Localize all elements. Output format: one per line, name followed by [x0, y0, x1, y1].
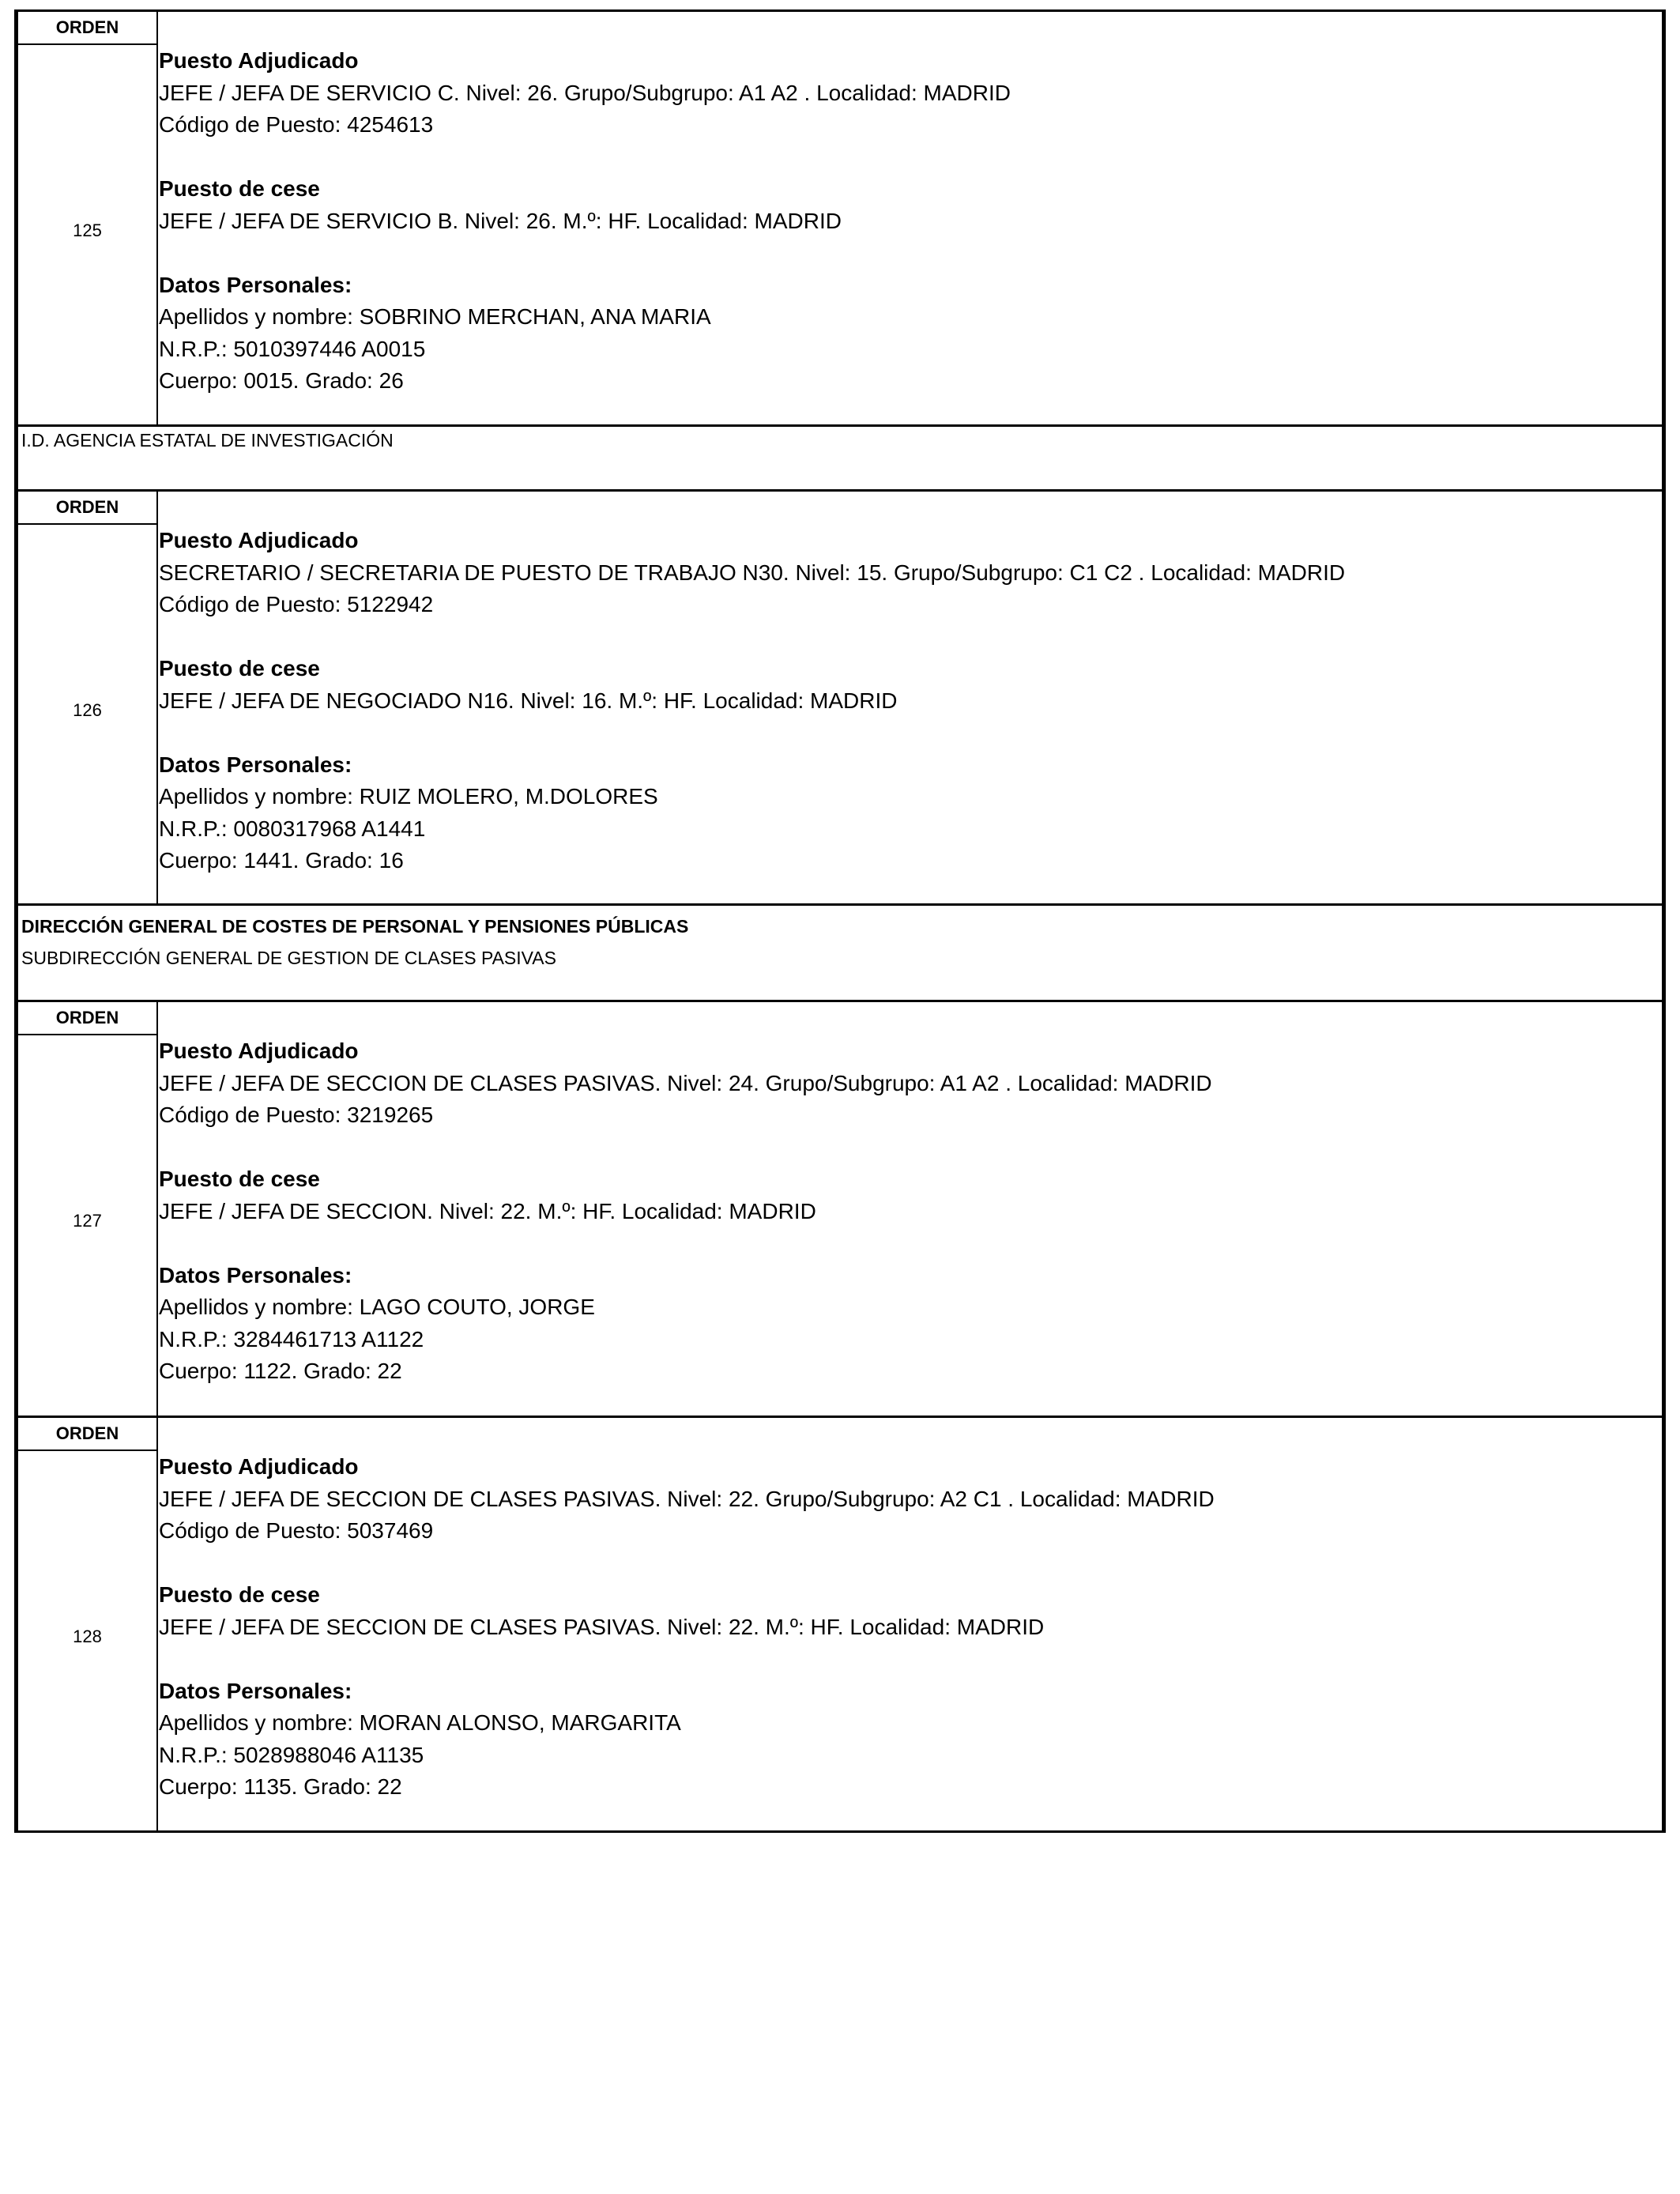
apellidos-nombre: Apellidos y nombre: RUIZ MOLERO, M.DOLORES — [159, 784, 658, 809]
puesto-cese-text: JEFE / JEFA DE SECCION DE CLASES PASIVAS. Nivel: 22. M.º: HF. Localidad: MADRID — [159, 1614, 1045, 1639]
puesto-adjudicado-text: JEFE / JEFA DE SERVICIO C. Nivel: 26. Grupo/Subgrupo: A1 A2 . Localidad: MADRID — [159, 80, 1011, 105]
document-table — [14, 9, 1666, 1833]
puesto-cese-text: JEFE / JEFA DE NEGOCIADO N16. Nivel: 16. M.º: HF. Localidad: MADRID — [159, 688, 898, 713]
orden-header: ORDEN — [18, 12, 156, 45]
codigo-puesto: Código de Puesto: 4254613 — [159, 112, 434, 137]
section-title: DIRECCIÓN GENERAL DE COSTES DE PERSONAL Y PENSIONES PÚBLICAS — [21, 916, 689, 937]
apellidos-nombre: Apellidos y nombre: MORAN ALONSO, MARGARITA — [159, 1710, 681, 1735]
puesto-adjudicado-text: JEFE / JEFA DE SECCION DE CLASES PASIVAS. Nivel: 24. Grupo/Subgrupo: A1 A2 . Localidad: MADRID — [159, 1070, 1212, 1095]
datos-personales-label: Datos Personales: — [159, 1262, 352, 1287]
entry-block-126 — [14, 489, 1666, 903]
cuerpo-grado: Cuerpo: 0015. Grado: 26 — [159, 368, 404, 393]
orden-number: 128 — [73, 1627, 102, 1646]
entry-block-125 — [14, 9, 1666, 424]
orden-header: ORDEN — [18, 1418, 156, 1451]
apellidos-nombre: Apellidos y nombre: SOBRINO MERCHAN, ANA MARIA — [159, 304, 711, 329]
datos-personales-label: Datos Personales: — [159, 752, 352, 777]
puesto-adjudicado-label: Puesto Adjudicado — [159, 528, 359, 552]
puesto-cese-label: Puesto de cese — [159, 656, 320, 680]
section-header — [14, 424, 1666, 489]
puesto-cese-text: JEFE / JEFA DE SERVICIO B. Nivel: 26. M.º: HF. Localidad: MADRID — [159, 208, 842, 233]
nrp: N.R.P.: 5010397446 A0015 — [159, 336, 426, 361]
puesto-cese-label: Puesto de cese — [159, 1582, 320, 1607]
puesto-adjudicado-text: SECRETARIO / SECRETARIA DE PUESTO DE TRABAJO N30. Nivel: 15. Grupo/Subgrupo: C1 C2 . Localidad: MADRID — [159, 560, 1346, 585]
puesto-adjudicado-label: Puesto Adjudicado — [159, 48, 359, 73]
section-title: I.D. AGENCIA ESTATAL DE INVESTIGACIÓN — [21, 430, 394, 450]
puesto-adjudicado-label: Puesto Adjudicado — [159, 1039, 359, 1063]
entry-block-128 — [14, 1416, 1666, 1833]
orden-number: 127 — [73, 1211, 102, 1231]
datos-personales-label: Datos Personales: — [159, 272, 352, 297]
entry-content — [159, 1002, 1662, 1388]
orden-column — [18, 12, 158, 424]
orden-number: 125 — [73, 221, 102, 240]
datos-personales-label: Datos Personales: — [159, 1678, 352, 1703]
codigo-puesto: Código de Puesto: 3219265 — [159, 1103, 434, 1127]
apellidos-nombre: Apellidos y nombre: LAGO COUTO, JORGE — [159, 1295, 595, 1319]
puesto-cese-label: Puesto de cese — [159, 1167, 320, 1191]
orden-header: ORDEN — [18, 1002, 156, 1035]
orden-column — [18, 1002, 158, 1416]
orden-column — [18, 1418, 158, 1830]
orden-number: 126 — [73, 700, 102, 720]
puesto-cese-text: JEFE / JEFA DE SECCION. Nivel: 22. M.º: HF. Localidad: MADRID — [159, 1198, 816, 1223]
orden-column — [18, 492, 158, 903]
orden-header: ORDEN — [18, 492, 156, 525]
entry-content — [159, 492, 1662, 877]
cuerpo-grado: Cuerpo: 1441. Grado: 16 — [159, 848, 404, 873]
puesto-adjudicado-text: JEFE / JEFA DE SECCION DE CLASES PASIVAS. Nivel: 22. Grupo/Subgrupo: A2 C1 . Localidad: MADRID — [159, 1486, 1215, 1511]
section-subtitle: SUBDIRECCIÓN GENERAL DE GESTION DE CLASES PASIVAS — [21, 948, 556, 968]
codigo-puesto: Código de Puesto: 5037469 — [159, 1518, 434, 1543]
puesto-cese-label: Puesto de cese — [159, 176, 320, 201]
nrp: N.R.P.: 5028988046 A1135 — [159, 1742, 424, 1767]
section-header — [14, 903, 1666, 1000]
entry-content — [159, 12, 1662, 398]
puesto-adjudicado-label: Puesto Adjudicado — [159, 1454, 359, 1479]
cuerpo-grado: Cuerpo: 1122. Grado: 22 — [159, 1359, 402, 1383]
entry-content — [159, 1418, 1662, 1804]
nrp: N.R.P.: 3284461713 A1122 — [159, 1326, 424, 1351]
nrp: N.R.P.: 0080317968 A1441 — [159, 816, 426, 841]
entry-block-127 — [14, 1000, 1666, 1416]
codigo-puesto: Código de Puesto: 5122942 — [159, 592, 434, 616]
cuerpo-grado: Cuerpo: 1135. Grado: 22 — [159, 1774, 402, 1799]
